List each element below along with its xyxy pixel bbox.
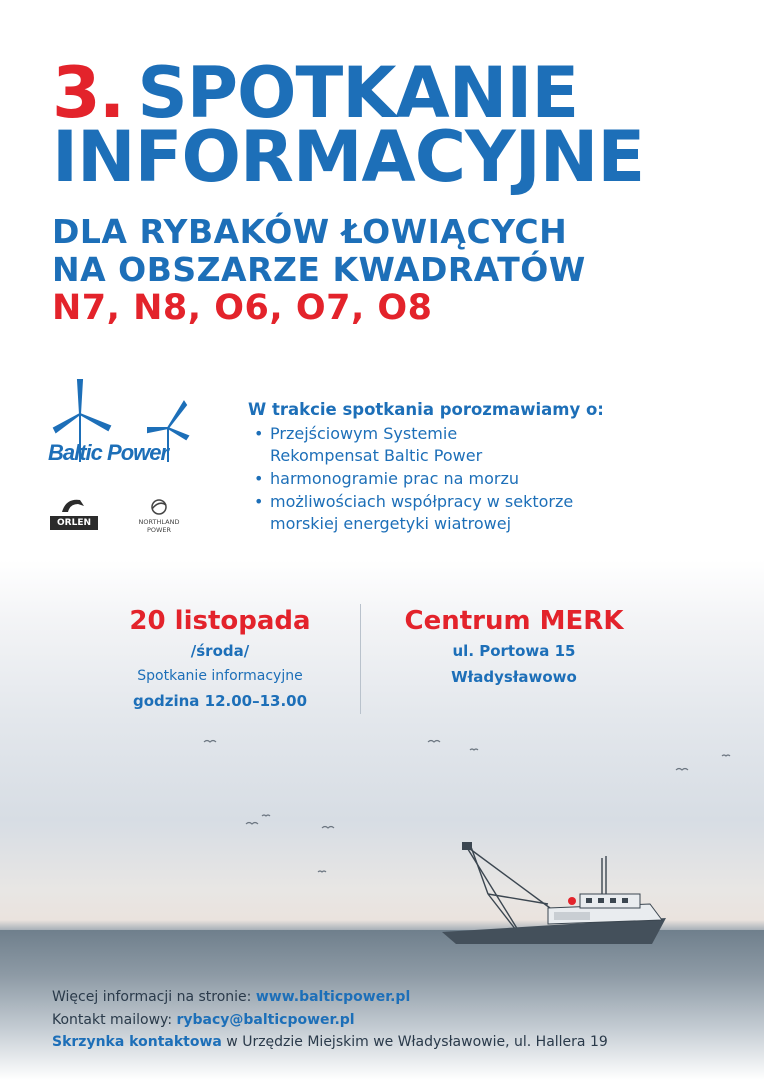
mail-label: Kontakt mailowy: xyxy=(52,1011,177,1028)
footer-box-line xyxy=(52,1031,608,1054)
footer-contacts xyxy=(52,986,608,1054)
venue-city: Władysławowo xyxy=(451,668,577,686)
northland-text: NORTHLAND xyxy=(138,518,180,526)
venue-street: ul. Portowa 15 xyxy=(452,642,576,660)
agenda-item-line: • możliwościach współpracy w sektorze xyxy=(270,492,574,511)
mail-link[interactable]: rybacy@balticpower.pl xyxy=(176,1011,355,1028)
agenda-item-line: • harmonogramie prac na morzu xyxy=(270,469,519,488)
footer-mail-line xyxy=(52,1009,608,1032)
footer-website-line xyxy=(52,986,608,1009)
event-venue-block xyxy=(384,604,644,690)
website-link[interactable]: www.balticpower.pl xyxy=(255,989,411,1005)
orlen-logo: ORLEN xyxy=(50,516,98,530)
subtitle-squares: N7, N8, O6, O7, O8 xyxy=(52,288,433,328)
website-label: Więcej informacji na stronie: xyxy=(52,989,256,1005)
title-word-informacyjne: INFORMACYJNE xyxy=(52,116,645,198)
agenda-list xyxy=(248,423,604,535)
baltic-power-logo: Baltic Power xyxy=(48,440,169,465)
fishing-boat-image xyxy=(430,838,680,958)
contact-box-label: Skrzynka kontaktowa xyxy=(52,1034,222,1050)
subtitle-line-1: DLA RYBAKÓW ŁOWIĄCYCH xyxy=(52,212,568,251)
subtitle-line-2: NA OBSZARZE KWADRATÓW xyxy=(52,250,586,289)
agenda-item xyxy=(248,491,604,535)
event-date-block xyxy=(100,604,340,714)
contact-box-address: w Urzędzie Miejskim we Władysławowie, ul. Hallera 19 xyxy=(221,1034,608,1050)
northland-power-logo xyxy=(124,518,194,534)
agenda-item xyxy=(248,468,604,490)
event-time: godzina 12.00–13.00 xyxy=(132,692,308,710)
event-type: Spotkanie informacyjne xyxy=(137,668,303,684)
agenda-item-line: • Przejściowym Systemie xyxy=(270,424,458,443)
agenda-heading: W trakcie spotkania porozmawiamy o: xyxy=(248,400,604,419)
title-line-2 xyxy=(52,116,645,198)
agenda-item-line: Rekompensat Baltic Power xyxy=(270,446,483,465)
agenda-item-line: morskiej energetyki wiatrowej xyxy=(270,514,512,533)
divider xyxy=(360,604,361,714)
orlen-eagle-icon xyxy=(60,496,86,514)
meeting-number: 3. xyxy=(52,52,124,134)
northland-power-icon xyxy=(146,498,172,516)
power-text: POWER xyxy=(146,526,172,534)
partner-logos xyxy=(48,378,208,538)
agenda-item xyxy=(248,423,604,467)
title-word-spotkanie: SPOTKANIE xyxy=(137,52,579,134)
event-date: 20 listopada xyxy=(129,606,311,636)
venue-name: Centrum MERK xyxy=(404,606,624,636)
agenda-block xyxy=(248,400,604,536)
event-weekday: /środa/ xyxy=(190,642,250,660)
